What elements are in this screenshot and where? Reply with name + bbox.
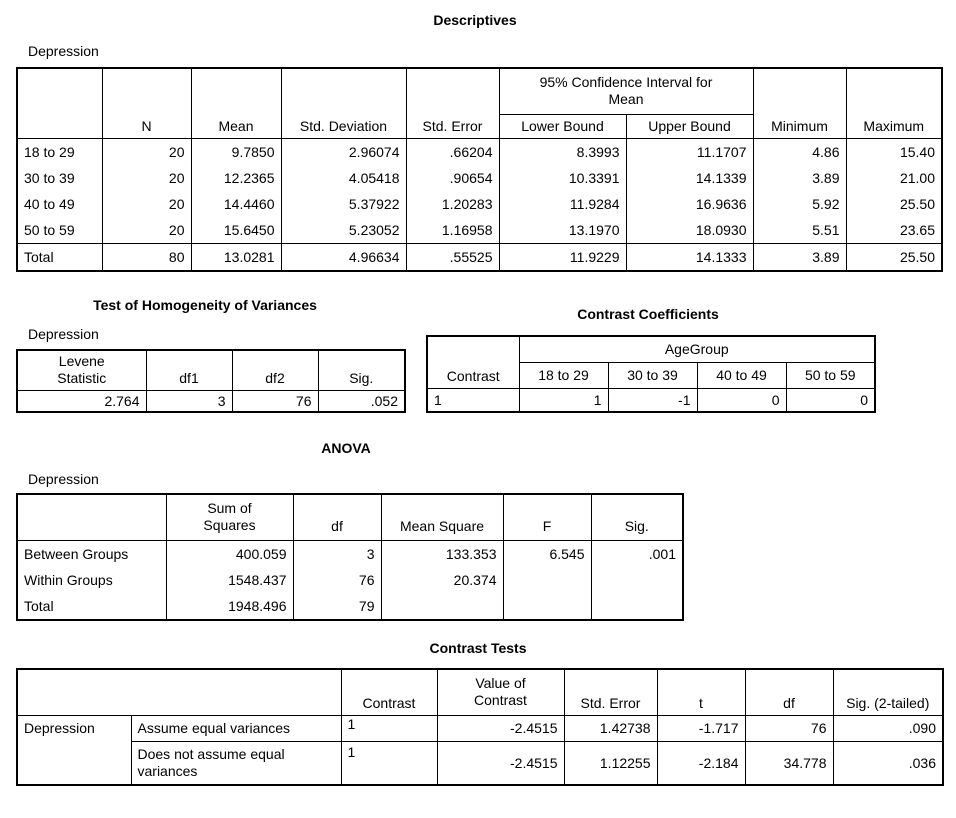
value-min: 4.86 (753, 138, 846, 165)
anova-corner-cell (17, 494, 166, 540)
row-label: 18 to 29 (17, 138, 102, 165)
value-lower: 11.9284 (499, 191, 626, 217)
value-min: 5.51 (753, 217, 846, 244)
value-max: 23.65 (846, 217, 942, 244)
value-min: 5.92 (753, 191, 846, 217)
anova-table (16, 493, 684, 621)
header-df1: df1 (146, 350, 232, 390)
value-max: 15.40 (846, 138, 942, 165)
table-row (17, 540, 683, 567)
value-ct-df-1: 76 (745, 715, 833, 741)
value-sd: 4.96634 (281, 243, 406, 271)
value-se: .90654 (406, 165, 499, 191)
header-group-40-49: 40 to 49 (697, 362, 786, 388)
value-ct-t-1: -1.717 (657, 715, 745, 741)
header-ct-df: df (745, 669, 833, 715)
value-upper: 11.1707 (626, 138, 753, 165)
value-levene: 2.764 (17, 390, 146, 412)
row-label-depression: Depression (17, 715, 131, 785)
header-ct-contrast: Contrast (341, 669, 437, 715)
value-upper: 14.1333 (626, 243, 753, 271)
value-df: 76 (293, 567, 381, 593)
value-lower: 13.1970 (499, 217, 626, 244)
value-ss: 400.059 (166, 540, 293, 567)
value-coef-18-29: 1 (519, 388, 608, 412)
value-coef-50-59: 0 (786, 388, 875, 412)
value-ct-value-2: -2.4515 (437, 741, 564, 785)
value-f (503, 593, 591, 620)
value-max: 25.50 (846, 191, 942, 217)
row-label: Within Groups (17, 567, 166, 593)
row-label-unequal-variances: Does not assume equal variances (131, 741, 341, 785)
value-se: .66204 (406, 138, 499, 165)
value-sd: 2.96074 (281, 138, 406, 165)
contrast-coefficients-table (426, 335, 876, 413)
value-max: 25.50 (846, 243, 942, 271)
value-ct-sig-2: .036 (833, 741, 943, 785)
value-upper: 14.1339 (626, 165, 753, 191)
contrast-tests-corner-cell (17, 669, 341, 715)
table-row (17, 165, 942, 191)
value-min: 3.89 (753, 243, 846, 271)
value-n: 80 (102, 243, 191, 271)
header-ct-std-error: Std. Error (564, 669, 657, 715)
header-minimum: Minimum (753, 68, 846, 138)
value-f (503, 567, 591, 593)
row-label-equal-variances: Assume equal variances (131, 715, 341, 741)
row-label: 50 to 59 (17, 217, 102, 244)
row-label: Total (17, 593, 166, 620)
header-mean-square: Mean Square (381, 494, 503, 540)
value-ct-df-2: 34.778 (745, 741, 833, 785)
value-df: 79 (293, 593, 381, 620)
header-std-deviation: Std. Deviation (281, 68, 406, 138)
value-upper: 18.0930 (626, 217, 753, 244)
value-ct-contrast-2: 1 (341, 741, 437, 785)
header-confidence-interval: 95% Confidence Interval for Mean (499, 68, 753, 114)
header-mean: Mean (191, 68, 281, 138)
value-se: 1.16958 (406, 217, 499, 244)
value-n: 20 (102, 165, 191, 191)
value-n: 20 (102, 191, 191, 217)
value-sig (591, 567, 683, 593)
value-df1: 3 (146, 390, 232, 412)
contrast-coefficients-title: Contrast Coefficients (577, 306, 719, 322)
header-contrast: Contrast (427, 336, 519, 388)
value-coef-40-49: 0 (697, 388, 786, 412)
value-ss: 1548.437 (166, 567, 293, 593)
value-ms: 20.374 (381, 567, 503, 593)
table-row (17, 243, 942, 271)
header-std-error: Std. Error (406, 68, 499, 138)
value-contrast-number: 1 (427, 388, 519, 412)
value-mean: 12.2365 (191, 165, 281, 191)
header-upper-bound: Upper Bound (626, 114, 753, 138)
value-min: 3.89 (753, 165, 846, 191)
value-df2: 76 (232, 390, 318, 412)
header-maximum: Maximum (846, 68, 942, 138)
homogeneity-table (16, 349, 406, 413)
header-lower-bound: Lower Bound (499, 114, 626, 138)
table-row (17, 191, 942, 217)
value-lower: 11.9229 (499, 243, 626, 271)
anova-dependent-variable: Depression (28, 471, 99, 487)
header-group-30-39: 30 to 39 (608, 362, 697, 388)
homogeneity-dependent-variable: Depression (28, 326, 99, 342)
value-ms (381, 593, 503, 620)
header-sig: Sig. (318, 350, 405, 390)
descriptives-corner-cell (17, 68, 102, 138)
header-t: t (657, 669, 745, 715)
value-se: 1.20283 (406, 191, 499, 217)
value-mean: 9.7850 (191, 138, 281, 165)
row-label: 30 to 39 (17, 165, 102, 191)
anova-title: ANOVA (321, 440, 371, 456)
table-row (17, 217, 942, 244)
value-coef-30-39: -1 (608, 388, 697, 412)
value-lower: 8.3993 (499, 138, 626, 165)
value-n: 20 (102, 217, 191, 244)
header-group-18-29: 18 to 29 (519, 362, 608, 388)
value-max: 21.00 (846, 165, 942, 191)
value-ct-sig-1: .090 (833, 715, 943, 741)
value-ct-se-2: 1.12255 (564, 741, 657, 785)
row-label: Between Groups (17, 540, 166, 567)
value-ss: 1948.496 (166, 593, 293, 620)
header-group-50-59: 50 to 59 (786, 362, 875, 388)
header-levene-statistic: Levene Statistic (17, 350, 146, 390)
value-mean: 15.6450 (191, 217, 281, 244)
value-sig: .001 (591, 540, 683, 567)
value-sig: .052 (318, 390, 405, 412)
value-lower: 10.3391 (499, 165, 626, 191)
table-row (17, 593, 683, 620)
value-sd: 5.37922 (281, 191, 406, 217)
value-ct-contrast-1: 1 (341, 715, 437, 741)
value-n: 20 (102, 138, 191, 165)
value-ct-t-2: -2.184 (657, 741, 745, 785)
header-value-of-contrast: Value of Contrast (437, 669, 564, 715)
value-sd: 4.05418 (281, 165, 406, 191)
value-sig (591, 593, 683, 620)
value-upper: 16.9636 (626, 191, 753, 217)
header-sum-of-squares: Sum of Squares (166, 494, 293, 540)
row-label: 40 to 49 (17, 191, 102, 217)
value-f: 6.545 (503, 540, 591, 567)
value-df: 3 (293, 540, 381, 567)
value-mean: 13.0281 (191, 243, 281, 271)
table-row (17, 138, 942, 165)
contrast-tests-table (16, 668, 944, 786)
value-se: .55525 (406, 243, 499, 271)
header-anova-df: df (293, 494, 381, 540)
value-sd: 5.23052 (281, 217, 406, 244)
descriptives-dependent-variable: Depression (28, 43, 99, 59)
value-ct-se-1: 1.42738 (564, 715, 657, 741)
header-agegroup: AgeGroup (519, 336, 875, 362)
header-sig-2-tailed: Sig. (2-tailed) (833, 669, 943, 715)
header-df2: df2 (232, 350, 318, 390)
header-n: N (102, 68, 191, 138)
value-ct-value-1: -2.4515 (437, 715, 564, 741)
value-mean: 14.4460 (191, 191, 281, 217)
table-row (17, 567, 683, 593)
header-f: F (503, 494, 591, 540)
homogeneity-title: Test of Homogeneity of Variances (93, 297, 317, 313)
contrast-tests-title: Contrast Tests (429, 640, 527, 656)
header-anova-sig: Sig. (591, 494, 683, 540)
row-label: Total (17, 243, 102, 271)
descriptives-table (16, 67, 943, 272)
descriptives-title: Descriptives (433, 12, 517, 28)
value-ms: 133.353 (381, 540, 503, 567)
